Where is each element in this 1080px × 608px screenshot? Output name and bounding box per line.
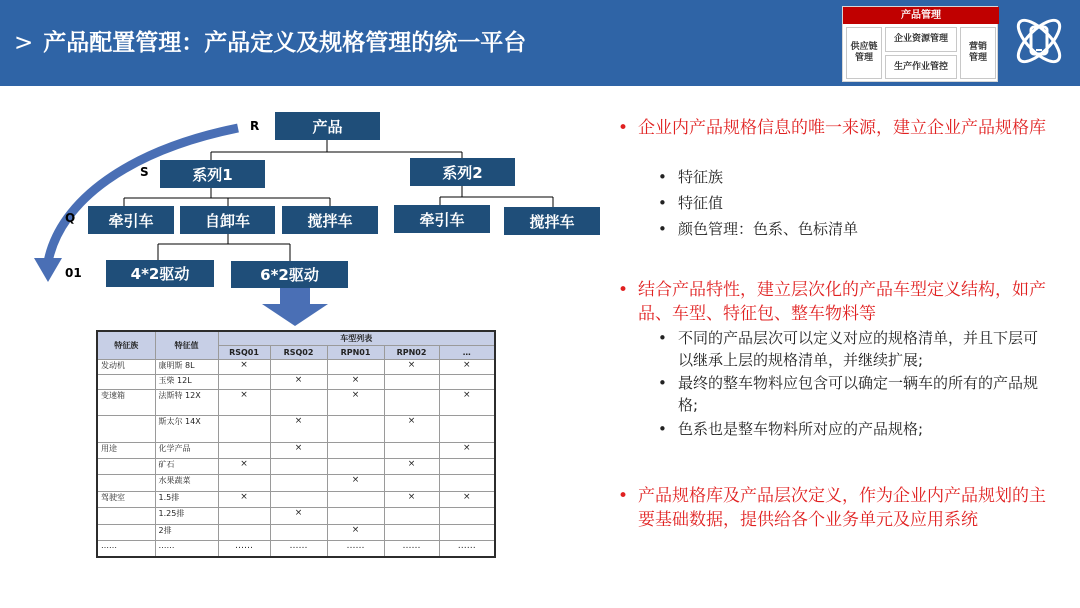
level-label-r: R xyxy=(250,119,260,133)
node-drive-4x2: 4*2驱动 xyxy=(106,260,214,287)
title-text: 产品配置管理：产品定义及规格管理的统一平台 xyxy=(43,30,527,56)
table-row xyxy=(97,491,495,507)
table-row xyxy=(97,459,495,475)
node-drive-6x2: 6*2驱动 xyxy=(231,261,348,288)
cell-mark: × xyxy=(327,524,384,540)
cell-family: 用途 xyxy=(97,442,155,458)
level-label-01: 01 xyxy=(65,266,82,280)
cell-mark xyxy=(439,475,495,491)
bullet-2-dot: • xyxy=(618,280,629,300)
cell-mark xyxy=(270,390,327,416)
cell-mark: × xyxy=(327,475,384,491)
cell-mark xyxy=(327,416,384,442)
cell-value: 化学产品 xyxy=(155,442,218,458)
mini-right-box xyxy=(960,27,996,79)
cell-mark: …… xyxy=(384,541,439,557)
cell-family xyxy=(97,524,155,540)
cell-mark: …… xyxy=(218,541,270,557)
level-label-q: Q xyxy=(65,211,76,225)
cell-mark xyxy=(384,508,439,524)
cell-mark xyxy=(270,491,327,507)
table-row xyxy=(97,390,495,416)
cell-mark xyxy=(439,508,495,524)
cell-mark xyxy=(327,508,384,524)
cell-family xyxy=(97,416,155,442)
cell-mark: …… xyxy=(270,541,327,557)
cell-mark xyxy=(327,491,384,507)
spec-table xyxy=(96,330,496,558)
mini-right-line2: 管理 xyxy=(968,53,987,63)
cell-value: 2排 xyxy=(155,524,218,540)
cell-value: 水果蔬菜 xyxy=(155,475,218,491)
cell-family: 变速箱 xyxy=(97,390,155,416)
cell-mark: × xyxy=(270,442,327,458)
table-header-model: … xyxy=(439,345,495,359)
cell-family xyxy=(97,374,155,389)
cell-value: 矿石 xyxy=(155,459,218,475)
cell-mark: × xyxy=(384,359,439,374)
cell-mark xyxy=(439,524,495,540)
table-header-family: 特征族 xyxy=(97,331,155,359)
cell-value: 玉柴 12L xyxy=(155,374,218,389)
node-model-tractor-2: 牵引车 xyxy=(394,205,490,233)
cell-mark xyxy=(327,359,384,374)
cell-mark xyxy=(384,390,439,416)
cell-mark: × xyxy=(384,459,439,475)
node-model-mixer: 搅拌车 xyxy=(282,206,378,234)
cell-mark: × xyxy=(327,374,384,389)
table-header-model: RSQ02 xyxy=(270,345,327,359)
mini-right-line1: 营销 xyxy=(968,42,987,52)
cell-mark: × xyxy=(384,416,439,442)
cell-mark: × xyxy=(439,390,495,416)
cell-value: 斯太尔 14X xyxy=(155,416,218,442)
cell-family xyxy=(97,475,155,491)
node-model-dump: 自卸车 xyxy=(180,206,275,234)
cell-mark: …… xyxy=(439,541,495,557)
node-model-tractor: 牵引车 xyxy=(88,206,174,234)
table-header-model: RPN01 xyxy=(327,345,384,359)
table-header-model: RPN02 xyxy=(384,345,439,359)
table-header-value: 特征值 xyxy=(155,331,218,359)
cell-mark: × xyxy=(327,390,384,416)
cell-value: 康明斯 8L xyxy=(155,359,218,374)
cell-mark xyxy=(218,508,270,524)
node-model-mixer-2: 搅拌车 xyxy=(504,207,600,235)
cell-mark: × xyxy=(384,491,439,507)
cell-value: 1.25排 xyxy=(155,508,218,524)
cell-mark xyxy=(439,459,495,475)
cell-mark xyxy=(439,416,495,442)
table-row xyxy=(97,541,495,557)
node-series-2: 系列2 xyxy=(410,158,515,186)
cell-mark xyxy=(270,359,327,374)
cell-mark xyxy=(384,442,439,458)
mini-center-top-box: 企业资源管理 xyxy=(885,27,957,52)
node-series-1: 系列1 xyxy=(160,160,265,188)
cell-value: 法斯特 12X xyxy=(155,390,218,416)
cell-mark: …… xyxy=(327,541,384,557)
cell-mark: × xyxy=(439,491,495,507)
level-label-s: S xyxy=(140,165,149,179)
cell-mark xyxy=(218,374,270,389)
cell-family: 驾驶室 xyxy=(97,491,155,507)
cell-value: …… xyxy=(155,541,218,557)
table-row xyxy=(97,359,495,374)
system-diagram-thumbnail xyxy=(842,6,998,82)
cell-value: 1.5排 xyxy=(155,491,218,507)
cell-mark: × xyxy=(439,442,495,458)
table-header-model: RSQ01 xyxy=(218,345,270,359)
cell-mark xyxy=(270,524,327,540)
cell-mark xyxy=(327,459,384,475)
table-row xyxy=(97,524,495,540)
atom-phone-icon xyxy=(1008,10,1070,72)
cell-mark xyxy=(384,374,439,389)
cell-mark: × xyxy=(218,491,270,507)
cell-mark: × xyxy=(270,374,327,389)
bullet-2-text: 结合产品特性，建立层次化的产品车型定义结构，如产品、车型、特征包、整车物料等 xyxy=(638,280,1046,324)
table-row xyxy=(97,374,495,389)
bullet-1 xyxy=(618,116,1058,164)
mini-top-box: 产品管理 xyxy=(843,7,999,24)
cell-mark: × xyxy=(270,508,327,524)
mini-center-bottom-box: 生产作业管控 xyxy=(885,55,957,79)
table-row xyxy=(97,475,495,491)
cell-mark: × xyxy=(439,359,495,374)
mini-left-line2: 管理 xyxy=(854,53,873,63)
bullet-3 xyxy=(618,484,1058,556)
bullet-1-text: 企业内产品规格信息的唯一来源，建立企业产品规格库 xyxy=(638,118,1046,138)
bullet-1-dot: • xyxy=(618,118,629,138)
tree-connectors xyxy=(0,0,620,340)
cell-family: 发动机 xyxy=(97,359,155,374)
cell-family: …… xyxy=(97,541,155,557)
mini-left-box xyxy=(846,27,882,79)
cell-mark: × xyxy=(270,416,327,442)
curved-arrow xyxy=(48,128,238,262)
cell-mark xyxy=(384,475,439,491)
cell-mark xyxy=(218,416,270,442)
cell-mark xyxy=(439,374,495,389)
cell-family xyxy=(97,508,155,524)
cell-mark xyxy=(270,475,327,491)
cell-mark xyxy=(218,442,270,458)
node-product: 产品 xyxy=(275,112,380,140)
mini-left-line1: 供应链 xyxy=(850,42,878,52)
title-chevron: > xyxy=(14,30,34,56)
table-header-models-group: 车型列表 xyxy=(218,331,495,345)
cell-mark xyxy=(384,524,439,540)
cell-mark xyxy=(218,524,270,540)
cell-mark xyxy=(218,475,270,491)
bullet-3-dot: • xyxy=(618,486,629,506)
table-row xyxy=(97,416,495,442)
cell-family xyxy=(97,459,155,475)
bullet-2 xyxy=(618,278,1058,326)
table-row xyxy=(97,442,495,458)
cell-mark: × xyxy=(218,459,270,475)
bullet-3-text: 产品规格库及产品层次定义，作为企业内产品规划的主要基础数据，提供给各个业务单元及应用系统 xyxy=(638,486,1046,530)
cell-mark xyxy=(270,459,327,475)
cell-mark: × xyxy=(218,359,270,374)
cell-mark: × xyxy=(218,390,270,416)
table-row xyxy=(97,508,495,524)
cell-mark xyxy=(327,442,384,458)
